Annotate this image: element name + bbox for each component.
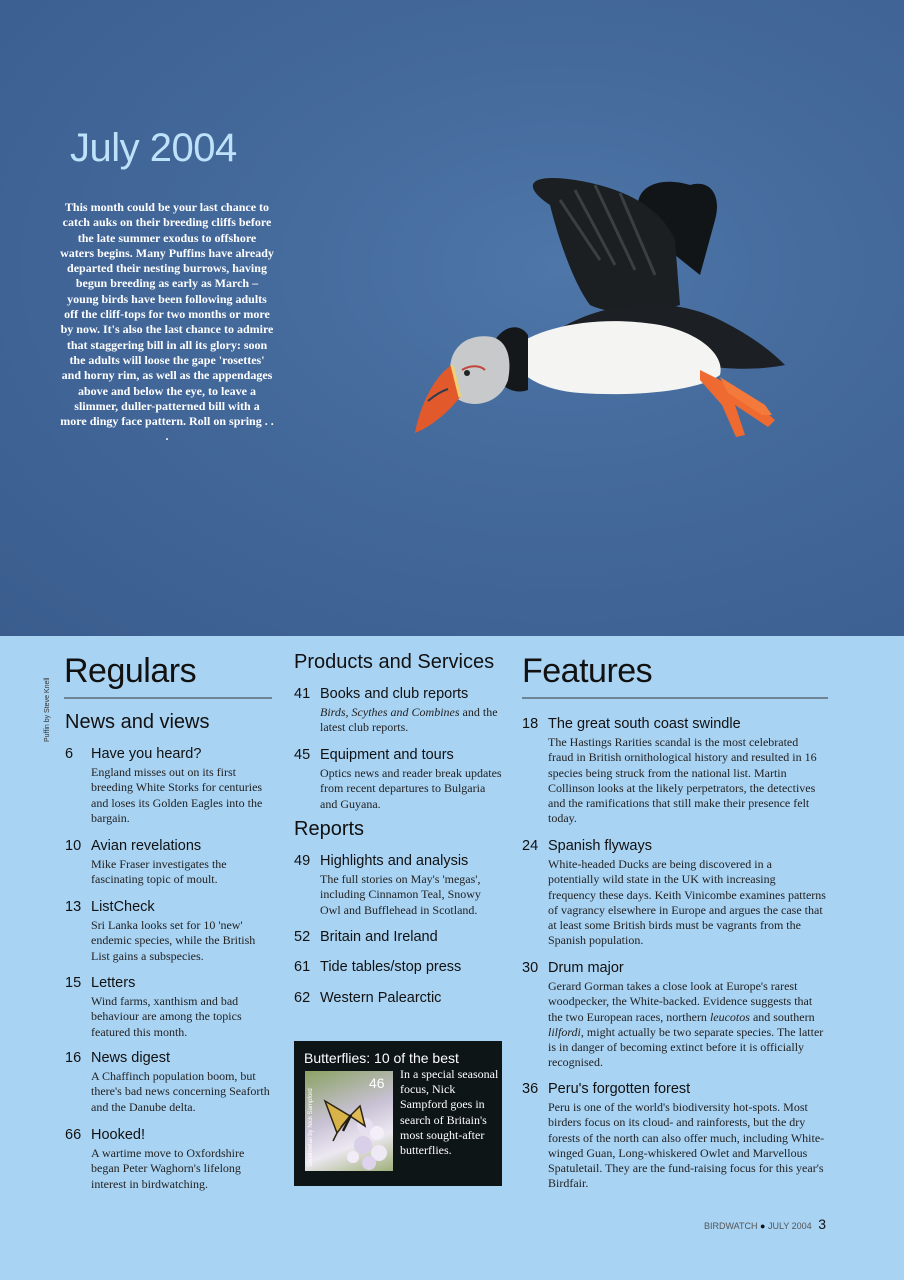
item-title[interactable]: Peru's forgotten forest: [548, 1081, 691, 1097]
page-footer: [704, 1216, 826, 1232]
item-title[interactable]: Highlights and analysis: [320, 853, 469, 869]
page-number: 30: [522, 960, 539, 976]
item-title[interactable]: News digest: [91, 1050, 170, 1066]
item-description: The full stories on May's 'megas', including Cinnamon Teal, Snowy Owl and Bufflehead in Scotland.: [320, 872, 481, 917]
page-number: 46: [369, 1075, 385, 1091]
item-description: Wind farms, xanthism and bad behaviour are among the topics featured this month.: [91, 994, 242, 1039]
page-number: 18: [522, 716, 539, 732]
page-number: 62: [294, 990, 311, 1006]
magazine-name: BIRDWATCH: [704, 1221, 758, 1231]
item-description: A wartime move to Oxfordshire began Peter Waghorn's lifelong interest in birdwatching.: [91, 1146, 245, 1191]
item-title[interactable]: ListCheck: [91, 899, 155, 915]
item-description: Mike Fraser investigates the fascinating topic of moult.: [91, 857, 227, 887]
butterflies-promo[interactable]: [294, 1041, 502, 1186]
item-title[interactable]: Books and club reports: [320, 686, 469, 702]
page-number: 36: [522, 1081, 539, 1097]
news-and-views-heading: News and views: [65, 711, 210, 733]
butterfly-photo: [305, 1071, 393, 1171]
item-description: Birds, Scythes and Combines and the latest club reports.: [320, 705, 498, 735]
divider: [522, 697, 828, 699]
item-description: White-headed Ducks are being discovered in a potentially wild state in the UK with increasing frequency these days. Keith Vinicombe examines patterns of vagrancy elsewhere in Europe and argues the case that at least some British birds must be vagrants from the Spanish population.: [548, 857, 826, 948]
page-number: 6: [65, 746, 74, 762]
page-number: 66: [65, 1127, 82, 1143]
page-number: 49: [294, 853, 311, 869]
item-description: A Chaffinch population boom, but there's bad news concerning Seaforth and the Danube delta.: [91, 1069, 270, 1114]
intro-text: This month could be your last chance to catch auks on their breeding cliffs before the late summer exodus to offshore waters begins. Many Puffins have already departed their nesting burrows, having begun breeding as early as March – young birds have been following adults off the cliff-tops for two months or more by now. It's also the last chance to admire that staggering bill in all its glory: soon the adults will loose the gape 'rosettes' and horny rim, as well as the appendages above and below the eye, to leave a slimmer, duller-patterned bill with a more dingy face pattern. Roll on spring . . .: [60, 200, 274, 444]
page-number: 61: [294, 959, 311, 975]
item-title[interactable]: Spanish flyways: [548, 838, 652, 854]
features-heading: Features: [522, 652, 653, 690]
item-title[interactable]: Tide tables/stop press: [320, 959, 462, 975]
page-number: 45: [294, 747, 311, 763]
item-description: The Hastings Rarities scandal is the most celebrated fraud in British ornithological history and resulted in 16 species being struck from the national list. Martin Collinson looks at the likely perpetrators, the detectives and the ramifications that still make their presence felt today.: [548, 735, 817, 826]
item-description: Optics news and reader break updates from recent departures to Bulgaria and Guyana.: [320, 766, 502, 811]
item-title[interactable]: Avian revelations: [91, 838, 202, 854]
item-description: Peru is one of the world's biodiversity hot-spots. Most birders focus on its cloud- and rainforests, but the dry forests of the north can also offer much, including White-winged Guan, Long-whiskered Owlet and Marvellous Spatuletail. They are the fund-raising focus for this year's Birdfair.: [548, 1100, 825, 1191]
item-title[interactable]: Letters: [91, 975, 136, 991]
photo-credit: Swallowtail by Nick Sampford: [308, 1088, 314, 1167]
item-title[interactable]: Equipment and tours: [320, 747, 454, 763]
page-number: 10: [65, 838, 82, 854]
item-description: England misses out on its first breeding White Storks for centuries and loses its Golden Eagles into the bargain.: [91, 765, 263, 825]
bullet-icon: ●: [760, 1221, 766, 1231]
divider: [64, 697, 272, 699]
item-title[interactable]: Have you heard?: [91, 746, 202, 762]
item-title[interactable]: Western Palearctic: [320, 990, 442, 1006]
issue-date: JULY 2004: [767, 1221, 812, 1231]
reports-heading: Reports: [294, 818, 365, 840]
item-description: Gerard Gorman takes a close look at Europe's rarest woodpecker, the White-backed. Evidence suggests that the two European races, northern leucotos and southern lilfordi, might actually be two separate species. The latter is in danger of becoming extinct before it is officially recognised.: [548, 979, 824, 1070]
puffin-illustration: [400, 165, 800, 455]
item-title[interactable]: Hooked!: [91, 1127, 146, 1143]
promo-description: In a special seasonal focus, Nick Sampford goes in search of Britain's most sought-after butterflies.: [400, 1067, 499, 1158]
page-number: 41: [294, 686, 311, 702]
page-number: 15: [65, 975, 82, 991]
products-services-heading: Products and Services: [294, 651, 495, 673]
puffin-feet: [700, 370, 775, 437]
photo-credit: Puffin by Steve Knell: [44, 677, 51, 742]
page-number: 13: [65, 899, 82, 915]
regulars-heading: Regulars: [64, 652, 197, 690]
item-title[interactable]: The great south coast swindle: [548, 716, 741, 732]
hero-photo-section: [0, 0, 904, 636]
page-number: 52: [294, 929, 311, 945]
item-description: Sri Lanka looks set for 10 'new' endemic species, while the British List gains a subspecies.: [91, 918, 256, 963]
item-title[interactable]: Britain and Ireland: [320, 929, 438, 945]
page-number: 24: [522, 838, 539, 854]
page-number: 16: [65, 1050, 82, 1066]
page-number: 3: [818, 1216, 826, 1232]
item-title[interactable]: Drum major: [548, 960, 624, 976]
promo-title: Butterflies: 10 of the best: [304, 1050, 459, 1066]
page-title: July 2004: [70, 126, 237, 170]
